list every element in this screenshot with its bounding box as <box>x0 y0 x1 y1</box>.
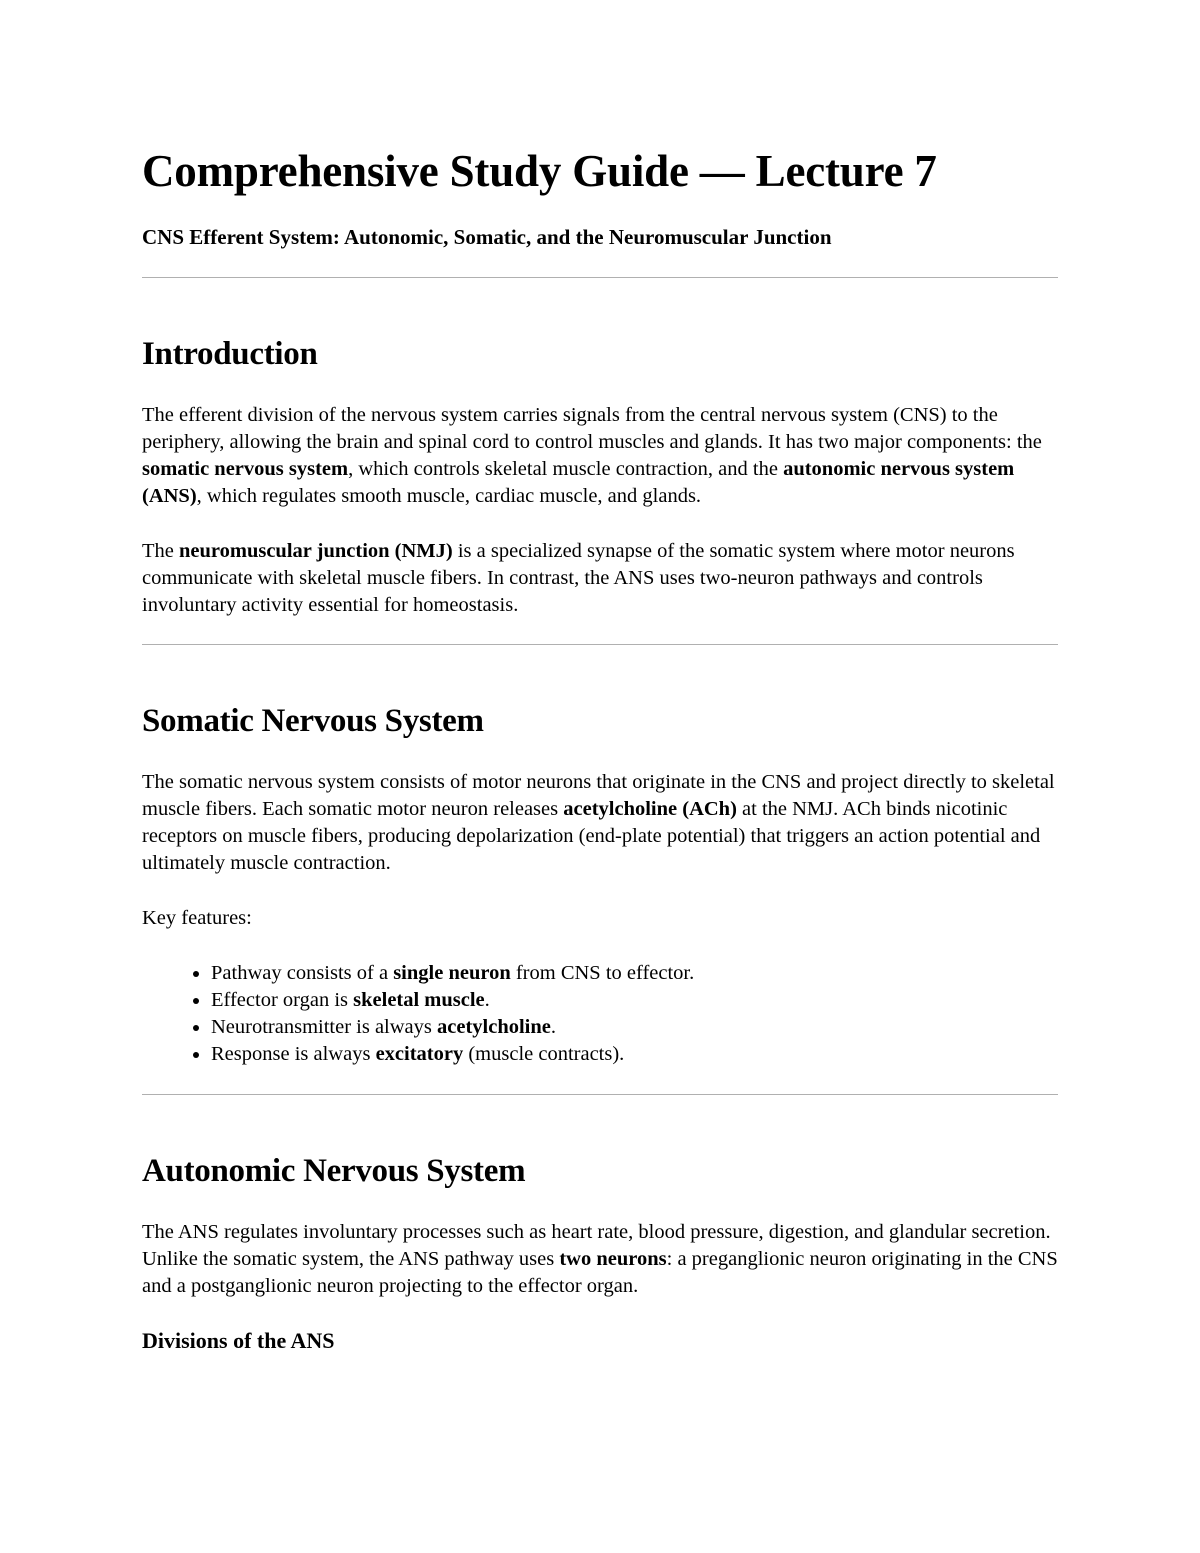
section-heading-introduction: Introduction <box>142 336 318 372</box>
autonomic-paragraph-1: The ANS regulates involuntary processes such as heart rate, blood pressure, digestion, and glandular secretion. Unlike the somatic system, the ANS pathway uses two neurons: a preganglionic neuron originating in the CNS and a postganglionic neuron projecting to the effector organ. <box>142 1221 1058 1297</box>
section-heading-autonomic: Autonomic Nervous System <box>142 1153 526 1189</box>
list-item: • Neurotransmitter is always acetylcholine. <box>211 1014 1058 1041</box>
document-title: Comprehensive Study Guide — Lecture 7 <box>142 146 937 196</box>
list-item: • Response is always excitatory (muscle contracts). <box>211 1041 1058 1068</box>
subheading-divisions: Divisions of the ANS <box>142 1328 335 1353</box>
intro-paragraph-1: The efferent division of the nervous system carries signals from the central nervous system (CNS) to the periphery, allowing the brain and spinal cord to control muscles and glands. It has two major components: the somatic nervous system, which controls skeletal muscle contraction, and the autonomic nervous system (ANS), which regulates smooth muscle, cardiac muscle, and glands. <box>142 404 1042 507</box>
document-subtitle: CNS Efferent System: Autonomic, Somatic, and the Neuromuscular Junction <box>142 225 832 249</box>
section-heading-somatic: Somatic Nervous System <box>142 703 484 739</box>
intro-paragraph-2: The neuromuscular junction (NMJ) is a specialized synapse of the somatic system where motor neurons communicate with skeletal muscle fibers. In contrast, the ANS uses two-neuron pathways and controls involuntary activity essential for homeostasis. <box>142 540 1015 616</box>
somatic-paragraph-1: The somatic nervous system consists of motor neurons that originate in the CNS and project directly to skeletal muscle fibers. Each somatic motor neuron releases acetylcholine (ACh) at the NMJ. ACh binds nicotinic receptors on muscle fibers, producing depolarization (end-plate potential) that triggers an action potential and ultimately muscle contraction. <box>142 771 1055 874</box>
divider <box>142 1094 1058 1095</box>
key-features-list <box>142 960 1058 1068</box>
list-item: • Effector organ is skeletal muscle. <box>211 987 1058 1014</box>
divider <box>142 277 1058 278</box>
document-page <box>142 140 1058 1356</box>
list-item: • Pathway consists of a single neuron from CNS to effector. <box>211 960 1058 987</box>
key-features-label: Key features: <box>142 907 252 929</box>
divider <box>142 644 1058 645</box>
